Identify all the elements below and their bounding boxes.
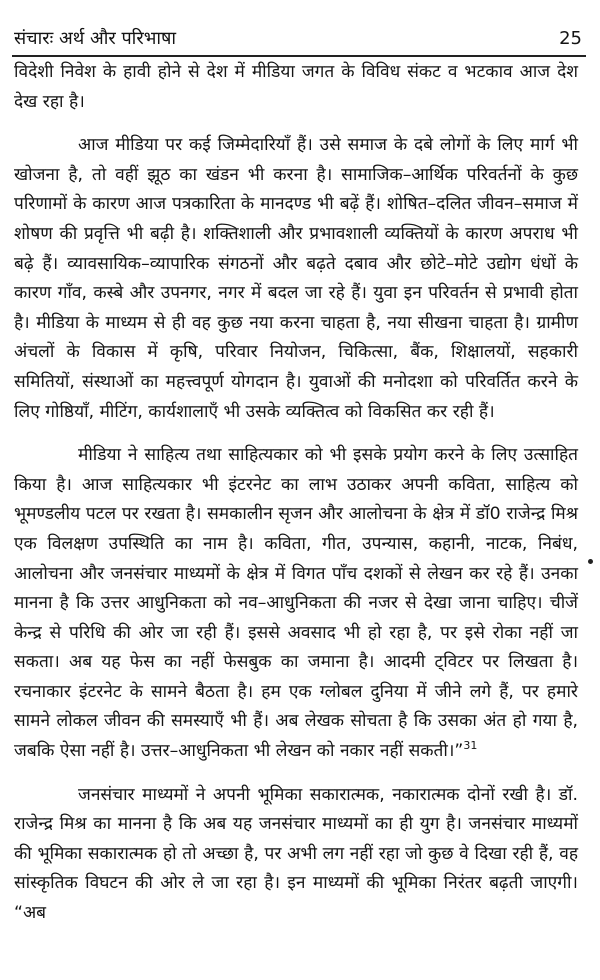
page-body <box>14 58 578 929</box>
running-header <box>14 28 582 50</box>
chapter-title: संचारः अर्थ और परिभाषा <box>14 28 177 49</box>
paragraph-continuation: विदेशी निवेश के हावी होने से देश में मीडिया जगत के विविध संकट व भटकाव आज देश देख रहा है। <box>14 62 578 112</box>
paragraph-media-and-literature: मीडिया ने साहित्य तथा साहित्यकार को भी इसके प्रयोग करने के लिए उत्साहित किया है। आज साहित्यकार भी इंटरनेट का लाभ उठाकर अपनी कविता, साहित्य को भूमण्डलीय पटल पर रखता है। समकालीन सृजन और आलोचना के क्षेत्र में डॉ0 राजेन्द्र मिश्र एक विलक्षण उपस्थिति का नाम है। कविता, गीत, उपन्यास, कहानी, नाटक, निबंध, आलोचना और जनसंचार माध्यमों के क्षेत्र में विगत पाँच दशकों से लेखन कर रहे हैं। उनका मानना है कि उत्तर आधुनिकता को नव–आधुनिकता की नजर से देखा जाना चाहिए। चीजें केन्द्र से परिधि की ओर जा रही हैं। इससे अवसाद भी हो रहा है, पर इसे रोका नहीं जा सकता। अब यह फेस का नहीं फेसबुक का जमाना है। आदमी ट्विटर पर लिखता है। रचनाकार इंटरनेट के सामने बैठता है। हम एक ग्लोबल दुनिया में जीने लगे हैं, पर हमारे सामने लोकल जीवन की समस्याएँ भी हैं। अब लेखक सोचता है कि उसका अंत हो गया है, जबकि ऐसा नहीं है। उत्तर–आधुनिकता भी लेखन को नकार नहीं सकती।”$^{31}$ <box>14 445 578 762</box>
page-number: 25 <box>559 28 582 49</box>
paragraph-media-responsibilities: आज मीडिया पर कई जिम्मेदारियाँ हैं। उसे समाज के दबे लोगों के लिए मार्ग भी खोजना है, तो वहीं झूठ का खंडन भी करना है। सामाजिक–आर्थिक परिवर्तनों के कुछ परिणामों के कारण आज पत्रकारिता के मानदण्ड भी बढ़ें हैं। शोषित–दलित जीवन–समाज में शोषण की प्रवृत्ति भी बढ़ी है। शक्तिशाली और प्रभावशाली व्यक्तियों के कारण अपराध भी बढ़े हैं। व्यावसायिक–व्यापारिक संगठनों और बढ़ते दबाव और छोटे–मोटे उद्योग धंधों के कारण गाँव, कस्बे और उपनगर, नगर में बदल जा रहे हैं। युवा इन परिवर्तन से प्रभावी होता है। मीडिया के माध्यम से ही वह कुछ नया करना चाहता है, नया सीखना चाहता है। ग्रामीण अंचलों के विकास में कृषि, परिवार नियोजन, चिकित्सा, बैंक, शिक्षालयों, सहकारी समितियों, संस्थाओं का महत्त्वपूर्ण योगदान है। युवाओं की मनोदशा को परिवर्तित करने के लिए गोष्ठियाँ, मीटिंग, कार्यशालाएँ भी उसके व्यक्तित्व को विकसित कर रही हैं। <box>14 135 578 422</box>
footnote-reference: 31 <box>463 739 478 753</box>
margin-dot <box>588 559 593 564</box>
header-rule <box>12 55 586 57</box>
paragraph-mass-media-role: जनसंचार माध्यमों ने अपनी भूमिका सकारात्मक, नकारात्मक दोनों रखी है। डॉ. राजेन्द्र मिश्र का मानना है कि अब यह जनसंचार माध्यमों का ही युग है। जनसंचार माध्यमों की भूमिका सकारात्मक हो तो अच्छा है, पर अभी लग नहीं रहा जो कुछ वे दिखा रही हैं, वह सांस्कृतिक विघटन की ओर ले जा रहा है। इन माध्यमों की भूमिका निरंतर बढ़ती जाएगी। “अब <box>14 784 578 924</box>
